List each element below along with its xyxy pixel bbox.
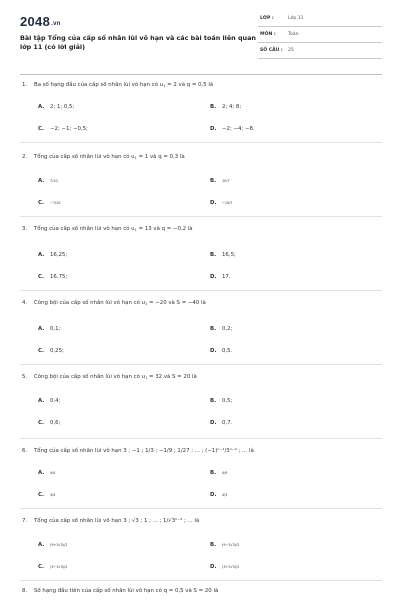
question-6 [20,448,382,498]
option-d[interactable]: D. −2; −4; −8. [210,126,255,132]
question-number: 4. [22,300,28,306]
option-d[interactable]: D. (3+3√3)/2 [210,564,240,570]
question-text: Ba số hạng đầu của cấp số nhân lùi vô hạn có $u_1 = 2$ và q = 0,5 là [34,82,214,88]
header-divider [20,74,382,75]
question-divider [20,438,382,439]
option-a[interactable]: A. (9+3√3)/2 [38,542,68,548]
question-divider [20,364,382,365]
option-b[interactable]: B. (9−3√3)/2 [210,542,240,548]
document-header [20,14,382,64]
option-b[interactable]: B. 0,2; [210,326,233,332]
option-c[interactable]: C. 0,6; [38,420,61,426]
question-stem [20,448,382,458]
question-text: Công bội của cấp số nhân lùi vô hạn có $u_1 = -20$ và S = −40 là [34,300,206,306]
meta-row-class: LỚP : Lớp 11 [258,14,382,27]
question-divider [20,290,382,291]
question-divider [20,216,382,217]
option-d[interactable]: D. 17. [210,274,231,280]
question-4 [20,300,382,354]
question-divider [20,142,382,143]
question-8 [20,588,382,598]
question-number: 7. [22,518,28,524]
question-text: Tổng của cấp số nhân lùi vô hạn 3 ; √3 ; 1 ; ... ; 1/√3ⁿ⁻³ ; ... là [34,518,200,524]
question-divider [20,580,382,581]
question-1 [20,82,382,132]
question-stem [20,82,382,92]
document-title: Bài tập Tổng của cấp số nhân lùi vô hạn và các bài toán liên quan lớp 11 (có lời giải) [20,34,256,51]
option-c[interactable]: C. −7/10 [38,200,61,206]
question-stem [20,300,382,310]
question-number: 5. [22,374,28,380]
option-a[interactable]: A. 0,1; [38,326,61,332]
question-5 [20,374,382,426]
question-3 [20,226,382,280]
option-d[interactable]: D. 0,7. [210,420,233,426]
question-number: 8. [22,588,28,594]
question-number: 1. [22,82,28,88]
question-stem [20,518,382,528]
document-meta [258,14,382,62]
question-stem [20,226,382,236]
option-c[interactable]: C. 3/4 [38,492,56,498]
option-d[interactable]: D. −10/7 [210,200,233,206]
meta-row-subject: MÔN : Toán [258,30,382,43]
site-logo[interactable]: 2048.vn [20,14,61,29]
meta-row-question-count: SỐ CÂU : 25 [258,46,382,59]
question-text: Công bội của cấp số nhân lùi vô hạn có $u_1 = 32$ và S = 20 là [34,374,197,380]
question-number: 2. [22,154,28,160]
option-a[interactable]: A. 16,25; [38,252,68,258]
option-a[interactable]: A. 2; 1; 0,5; [38,104,75,110]
question-divider [20,508,382,509]
option-b[interactable]: B. 0,5; [210,398,233,404]
question-text: Tổng của cấp số nhân lùi vô hạn 3 ; −1 ; 1/3 ; −1/9 ; 1/27 ; ... ; (−1)ⁿ⁻¹/3ⁿ⁻² ; ... là [34,448,254,454]
option-b[interactable]: B. 16,5; [210,252,236,258]
question-2 [20,154,382,206]
option-d[interactable]: D. 0,5. [210,348,233,354]
question-stem [20,374,382,384]
option-c[interactable]: C. 16,75; [38,274,68,280]
question-text: Số hạng đầu tiên của cấp số nhân lùi vô hạn có q = 0,5 và S = 20 là [34,588,219,594]
option-c[interactable]: C. (3−3√3)/2 [38,564,68,570]
option-c[interactable]: C. −2; −1; −0,5; [38,126,88,132]
question-text: Tổng của cấp số nhân lùi vô hạn có $u_1 = 13$ và q = −0,2 là [34,226,193,232]
option-a[interactable]: A. 9/4 [38,470,56,476]
option-a[interactable]: A. 0,4; [38,398,61,404]
option-c[interactable]: C. 0,25; [38,348,64,354]
question-stem [20,588,382,598]
question-7 [20,518,382,570]
question-text: Tổng của cấp số nhân lùi vô hạn có $u_1 = 1$ và q = 0,3 là [34,154,185,160]
option-b[interactable]: B. 2; 4; 8; [210,104,242,110]
option-a[interactable]: A. 7/10 [38,178,58,184]
question-stem [20,154,382,164]
option-b[interactable]: B. 4/9 [210,470,228,476]
option-b[interactable]: B. 10/7 [210,178,230,184]
question-number: 6. [22,448,28,454]
question-number: 3. [22,226,28,232]
option-d[interactable]: D. 4/3 [210,492,228,498]
